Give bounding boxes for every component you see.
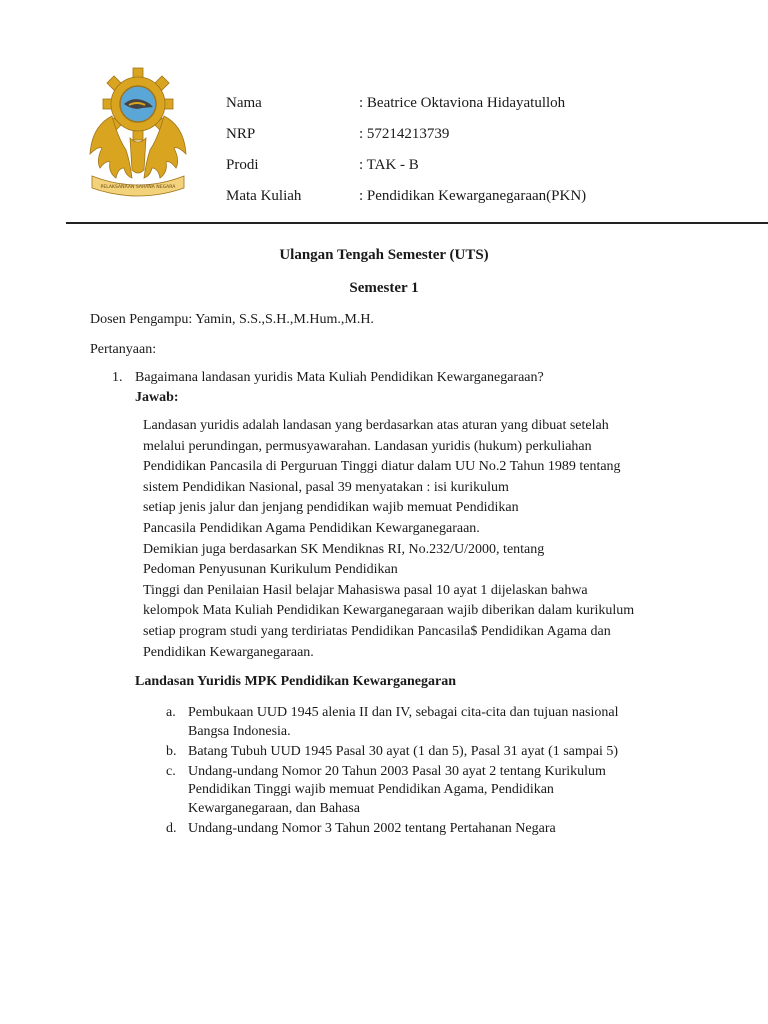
info-value: : Pendidikan Kewarganegaraan(PKN) (359, 188, 587, 204)
question-text: Bagaimana landasan yuridis Mata Kuliah Pendidikan Kewarganegaraan? (135, 370, 544, 385)
answer-label: Jawab: (135, 390, 179, 405)
answer-paragraph (143, 416, 634, 663)
list-item (166, 820, 619, 839)
header-divider (66, 222, 768, 224)
answer-line: kelompok Mata Kuliah Pendidikan Kewarganegaraan wajib diberikan dalam kurikulum (143, 603, 635, 619)
emblem-ribbon-text: PELAKSANAAN SARANA NEGARA (100, 185, 176, 190)
info-label: Mata Kuliah (226, 188, 302, 204)
info-label: Nama (226, 95, 262, 111)
list-item-line: Undang-undang Nomor 3 Tahun 2002 tentang Pertahanan Negara (188, 820, 556, 836)
answer-line: setiap jenis jalur dan jenjang pendidikan wajib memuat Pendidikan (143, 500, 519, 516)
section-subheading: Landasan Yuridis MPK Pendidikan Kewarganegaran (135, 674, 457, 689)
list-item-line: Bangsa Indonesia. (188, 723, 291, 739)
info-label: Prodi (226, 157, 259, 173)
emblem-logo (86, 64, 194, 198)
list-item-line: Batang Tubuh UUD 1945 Pasal 30 ayat (1 dan 5), Pasal 31 ayat (1 sampai 5) (188, 743, 619, 759)
list-marker: b. (166, 743, 177, 759)
info-value: : TAK - B (359, 157, 419, 173)
question-number: 1. (112, 370, 123, 385)
answer-line: Pedoman Penyusunan Kurikulum Pendidikan (143, 562, 398, 578)
list-item-line: Undang-undang Nomor 20 Tahun 2003 Pasal 30 ayat 2 tentang Kurikulum (188, 763, 606, 779)
answer-line: Landasan yuridis adalah landasan yang berdasarkan atas aturan yang dibuat setelah (143, 418, 609, 433)
info-value: : Beatrice Oktaviona Hidayatulloh (359, 95, 566, 111)
page-title: Ulangan Tengah Semester (UTS) (279, 247, 489, 263)
legal-basis-list (166, 704, 619, 840)
answer-line: Pendidikan Pancasila di Perguruan Tinggi diatur dalam UU No.2 Tahun 1989 tentang (143, 459, 621, 475)
info-value: : 57214213739 (359, 126, 450, 142)
list-marker: d. (166, 820, 177, 836)
semester-heading: Semester 1 (349, 280, 419, 296)
answer-line: Pancasila Pendidikan Agama Pendidikan Kewarganegaraan. (143, 520, 480, 536)
lecturer-line: Dosen Pengampu: Yamin, S.S.,S.H.,M.Hum.,M.H. (90, 312, 374, 327)
answer-line: Pendidikan Kewarganegaraan. (143, 644, 314, 660)
questions-label: Pertanyaan: (90, 342, 157, 357)
answer-line: Demikian juga berdasarkan SK Mendiknas RI, No.232/U/2000, tentang (143, 541, 545, 557)
list-item-line: Kewarganegaraan, dan Bahasa (188, 800, 360, 816)
answer-line: setiap program studi yang terdiriatas Pendidikan Pancasila$ Pendidikan Agama dan (143, 623, 611, 639)
list-item (166, 704, 619, 741)
list-item-line: Pendidikan Tinggi wajib memuat Pendidikan Agama, Pendidikan (188, 782, 554, 797)
info-label: NRP (226, 126, 256, 142)
list-item (166, 743, 619, 762)
emblem-icon (86, 64, 194, 198)
list-item (166, 763, 619, 819)
answer-line: Tinggi dan Penilaian Hasil belajar Mahasiswa pasal 10 ayat 1 dijelaskan bahwa (143, 582, 588, 598)
answer-line: melalui perundingan, permusyawarahan. Landasan yuridis (hukum) perkuliahan (143, 438, 592, 454)
list-item-line: Pembukaan UUD 1945 alenia II dan IV, sebagai cita-cita dan tujuan nasional (188, 705, 619, 720)
list-marker: c. (166, 763, 176, 779)
answer-line: sistem Pendidikan Nasional, pasal 39 menyatakan : isi kurikulum (143, 479, 509, 495)
list-marker: a. (166, 705, 176, 720)
